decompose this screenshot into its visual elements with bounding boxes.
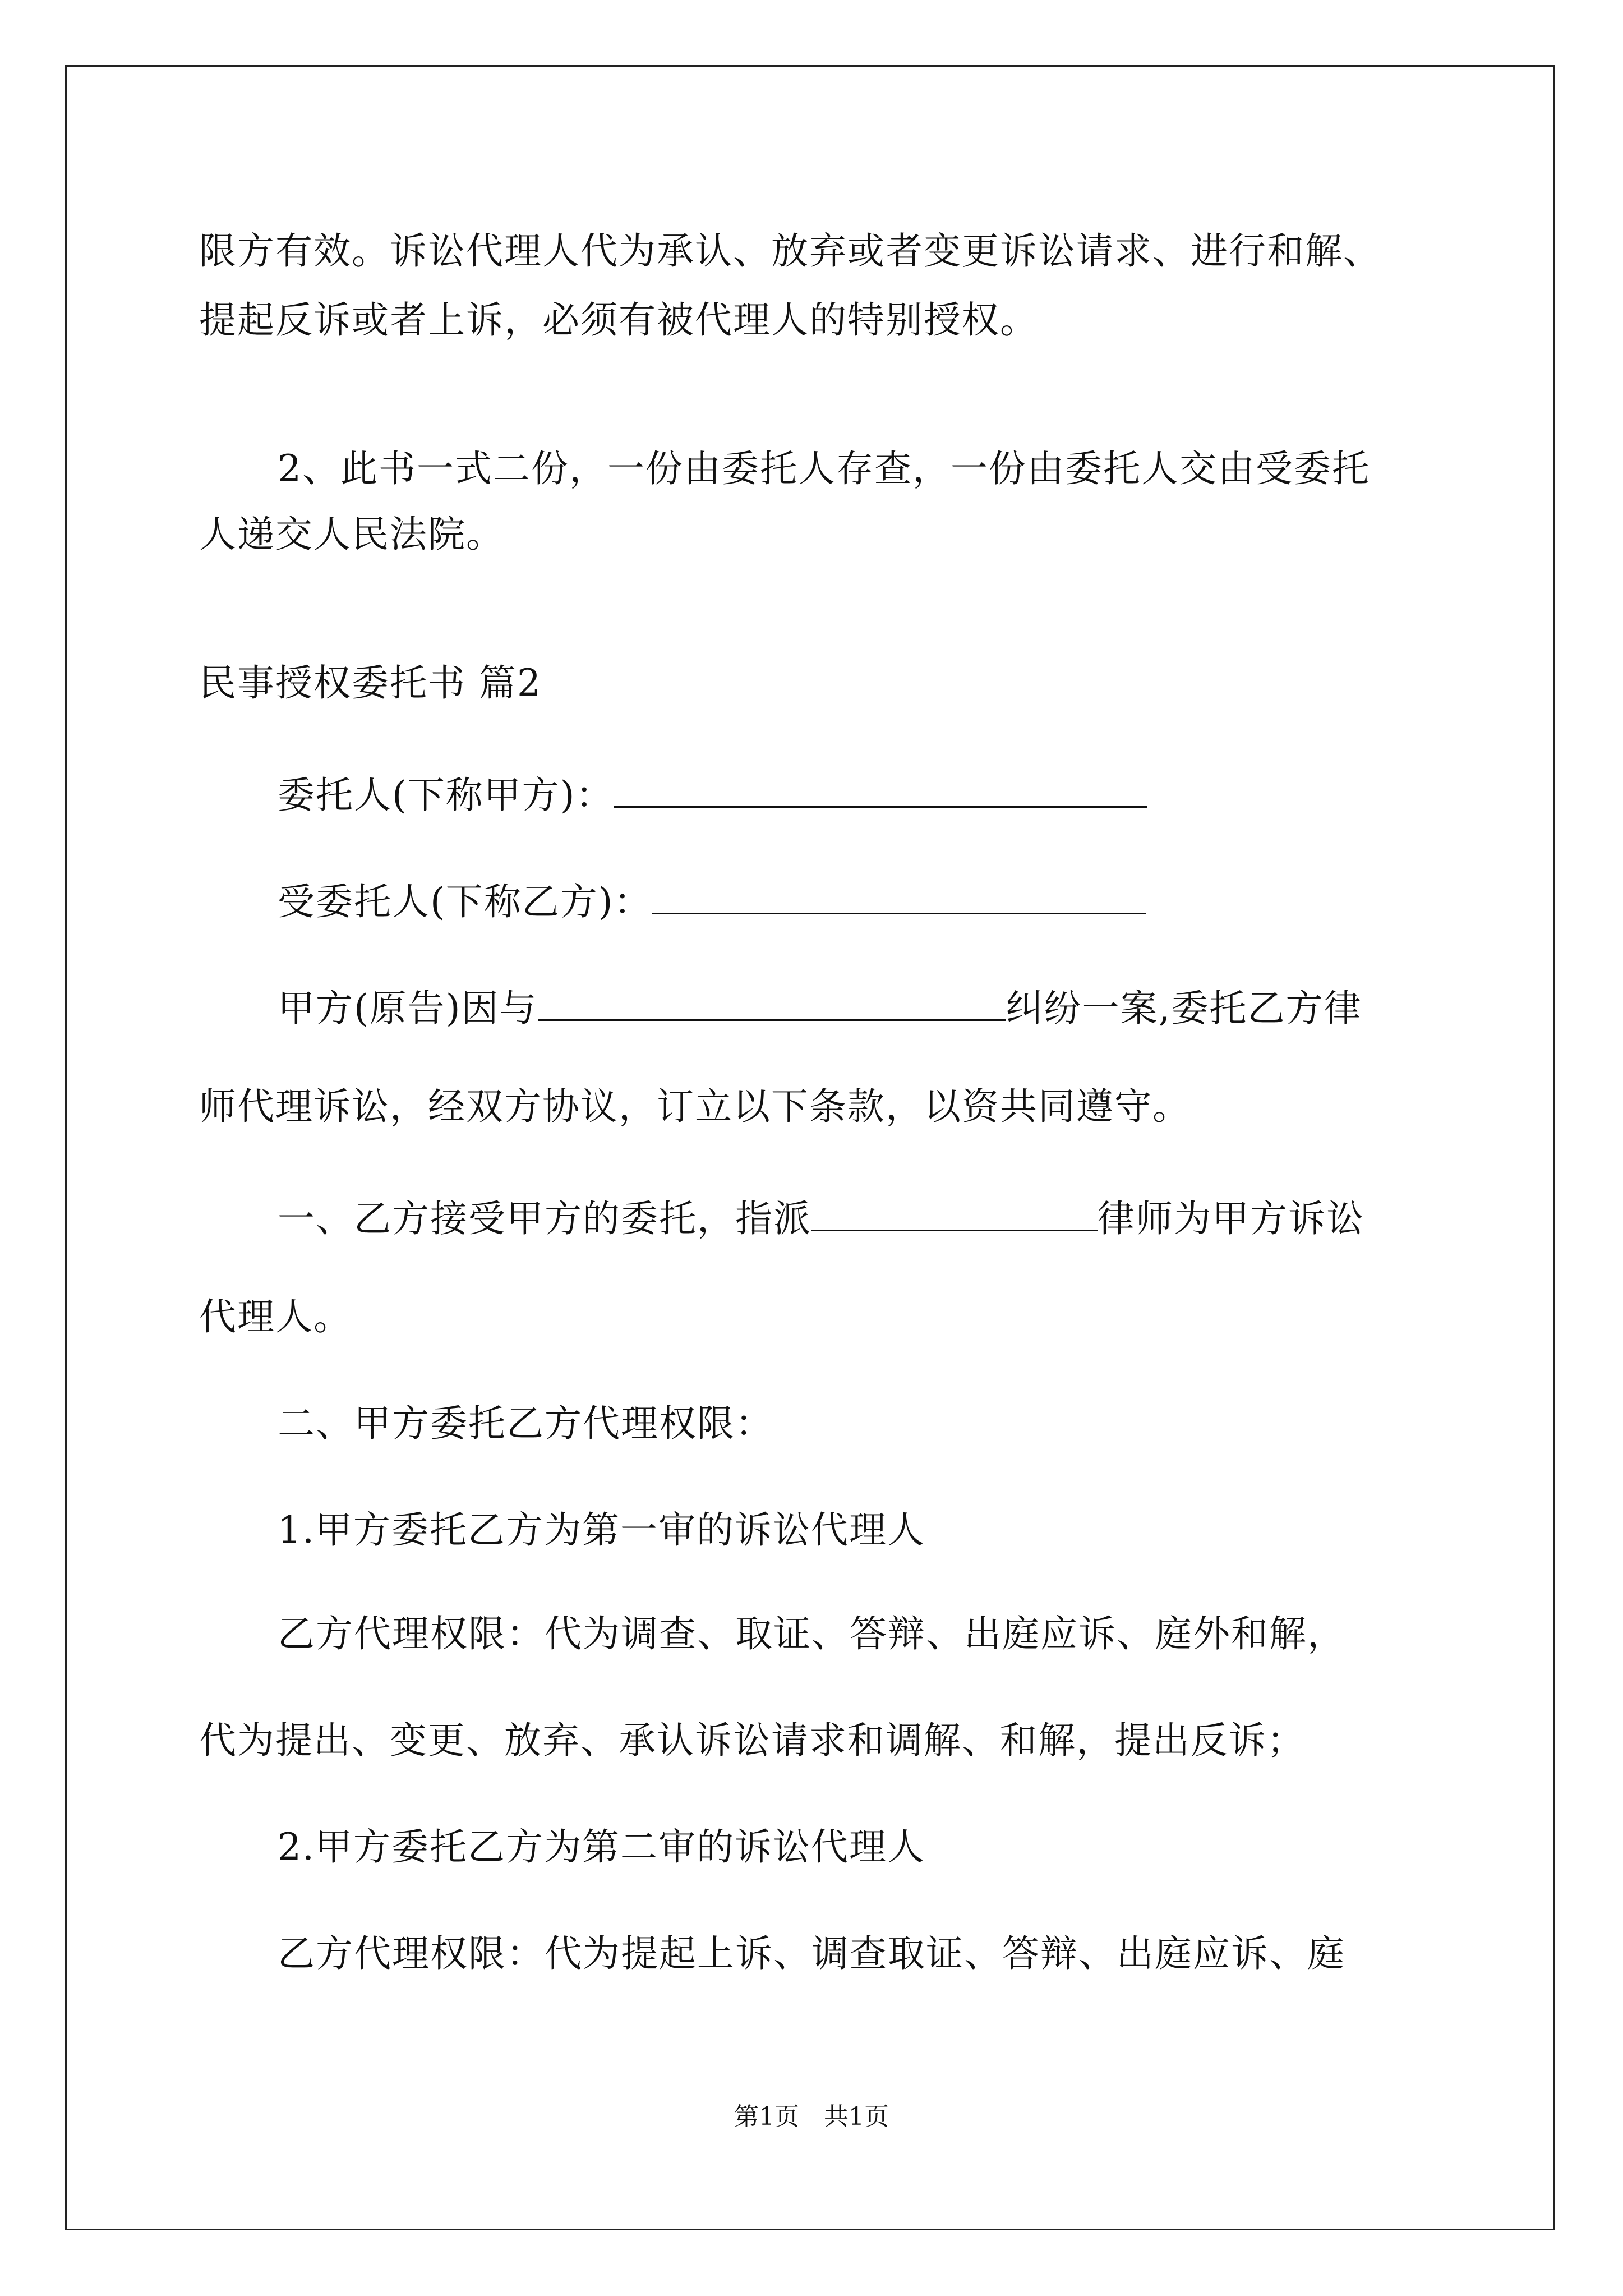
principal-field-row [278,771,1147,817]
lawyer-label-before: 一、乙方接受甲方的委托，指派 [278,1197,811,1240]
section-heading: 民事授权委托书 篇2 [199,661,542,705]
lawyer-name-blank[interactable] [811,1195,1098,1231]
paragraph-line: 2、此书一式二份，一份由委托人存查，一份由委托人交由受委托 [278,447,1370,490]
dispute-row [278,984,1362,1030]
paragraph-line: 师代理诉讼，经双方协议，订立以下条款，以资共同遵守。 [199,1085,1191,1128]
dispute-label-after: 纠纷一案,委托乙方律 [1006,987,1362,1030]
agent-blank[interactable] [652,878,1146,914]
lawyer-label-after: 律师为甲方诉讼 [1098,1197,1364,1240]
paragraph-line: 二、甲方委托乙方代理权限： [278,1402,773,1445]
paragraph-line: 代理人。 [199,1295,352,1338]
page-footer: 第1页 共1页 [734,2102,889,2131]
paragraph-line: 代为提出、变更、放弃、承认诉讼请求和调解、和解，提出反诉； [199,1719,1305,1762]
paragraph-line: 乙方代理权限：代为提起上诉、调查取证、答辩、出庭应诉、庭 [278,1932,1345,1975]
paragraph-line: 提起反诉或者上诉，必须有被代理人的特别授权。 [199,298,1038,342]
paragraph-line: 乙方代理权限：代为调查、取证、答辩、出庭应诉、庭外和解， [278,1612,1345,1655]
paragraph-line: 2.甲方委托乙方为第二审的诉讼代理人 [278,1825,925,1869]
dispute-party-blank[interactable] [538,984,1006,1021]
principal-label: 委托人(下称甲方)： [278,774,614,817]
paragraph-line: 1.甲方委托乙方为第一审的诉讼代理人 [278,1508,925,1552]
principal-blank[interactable] [614,771,1147,808]
paragraph-line: 人递交人民法院。 [199,513,504,556]
dispute-label-before: 甲方(原告)因与 [278,987,538,1030]
page-border [65,65,1555,2230]
paragraph-line: 限方有效。诉讼代理人代为承认、放弃或者变更诉讼请求、进行和解、 [199,229,1381,273]
lawyer-row [278,1195,1364,1240]
agent-label: 受委托人(下称乙方)： [278,880,652,923]
agent-field-row [278,878,1146,921]
